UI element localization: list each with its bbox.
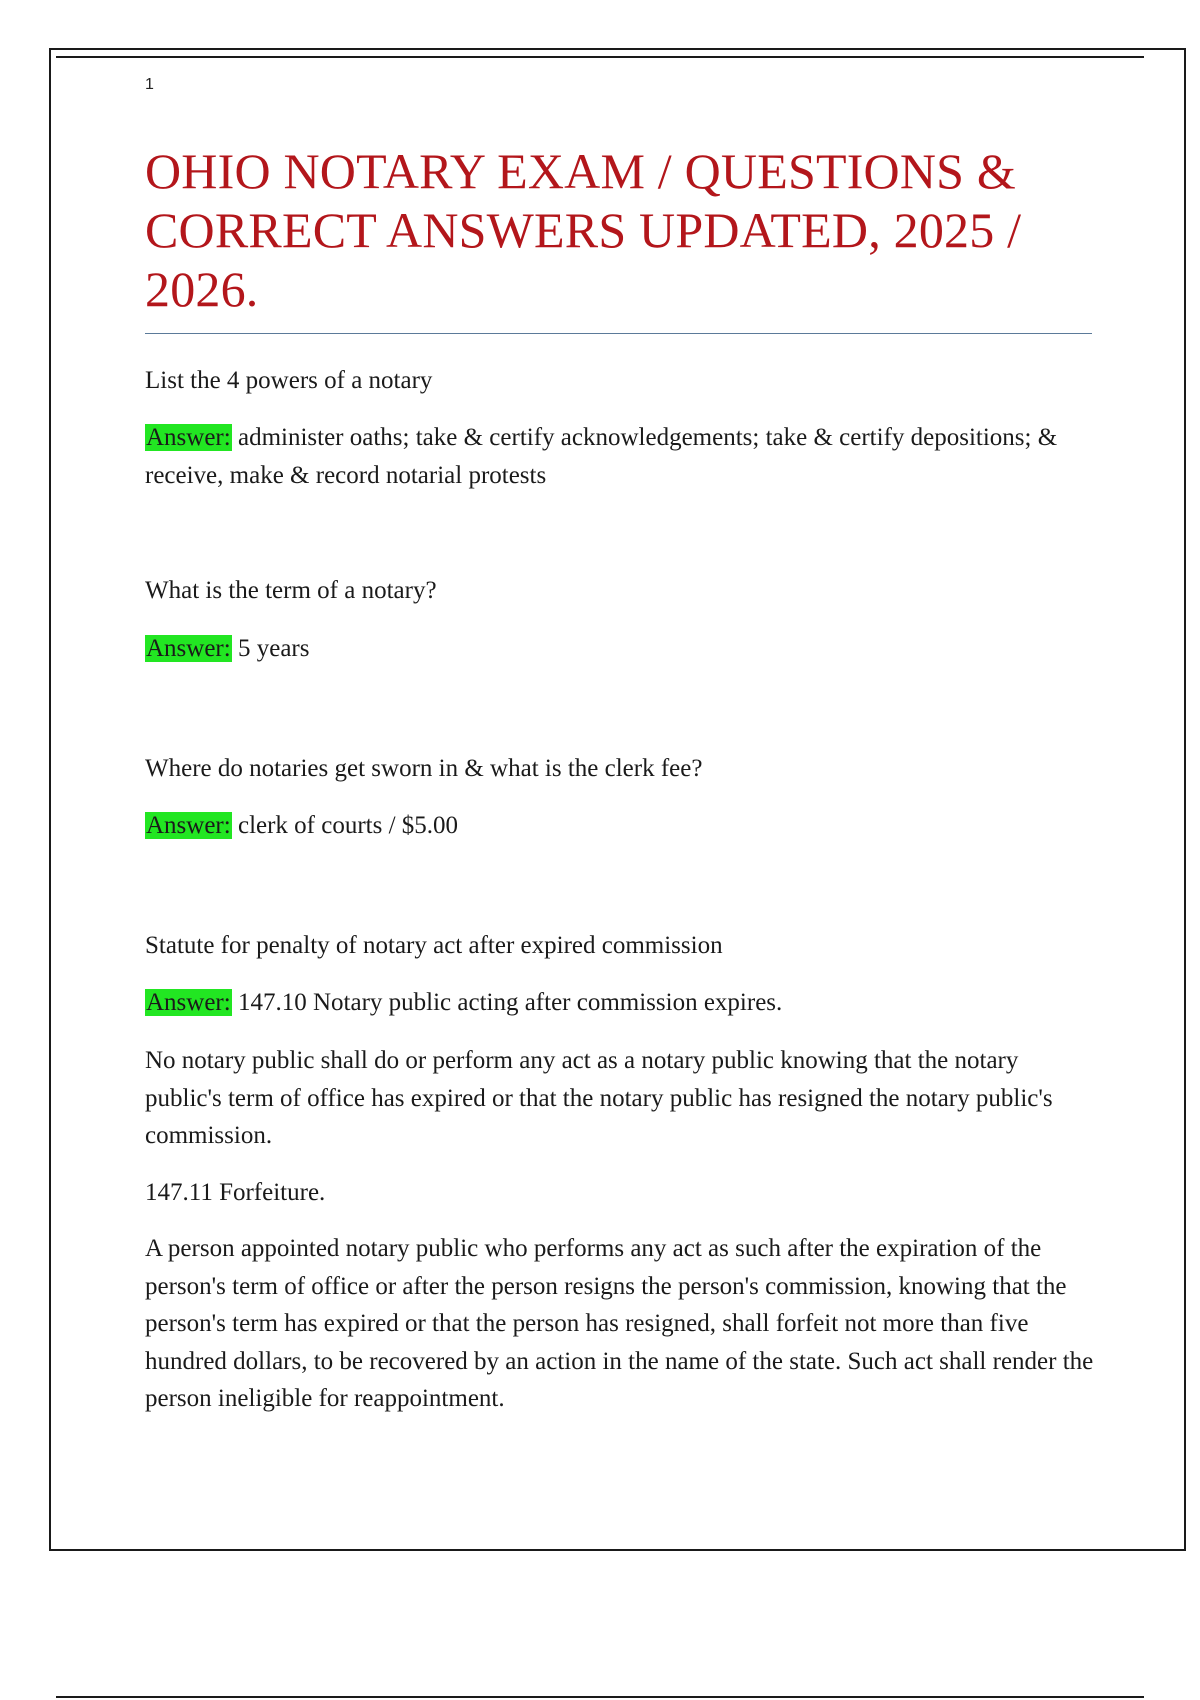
question-1: List the 4 powers of a notary — [145, 367, 433, 394]
question-4: Statute for penalty of notary act after expired commission — [145, 932, 723, 959]
next-page-rule — [56, 1696, 1144, 1698]
page-number: 1 — [145, 76, 154, 93]
statute-heading-147-11: 147.11 Forfeiture. — [145, 1178, 326, 1206]
question-3: Where do notaries get sworn in & what is the clerk fee? — [145, 755, 703, 782]
answer-text: administer oaths; take & certify acknowledgements; take & certify depositions; & receive, make & record notarial protests — [145, 424, 1058, 489]
header-rule — [56, 56, 1144, 58]
answer-2 — [145, 630, 1095, 668]
answer-text: 5 years — [237, 635, 310, 662]
answer-label: Answer: — [146, 989, 231, 1016]
title-rule — [145, 333, 1092, 334]
statute-text-147-10: No notary public shall do or perform any act as a notary public knowing that the notary public's term of office has expired or that the notary public has resigned the notary public's commission. — [145, 1047, 1053, 1149]
answer-text: clerk of courts / $5.00 — [237, 812, 459, 839]
answer-label: Answer: — [146, 635, 231, 662]
answer-label: Answer: — [146, 424, 231, 451]
answer-1 — [145, 419, 1095, 495]
document-title: OHIO NOTARY EXAM / QUESTIONS & CORRECT ANSWERS UPDATED, 2025 / 2026. — [145, 143, 1022, 317]
document-body — [145, 142, 1095, 1418]
answer-3 — [145, 807, 1095, 845]
answer-label: Answer: — [146, 812, 231, 839]
answer-4 — [145, 984, 1095, 1022]
answer-text: 147.10 Notary public acting after commission expires. — [237, 989, 783, 1016]
question-2: What is the term of a notary? — [145, 577, 437, 604]
statute-text-147-11: A person appointed notary public who performs any act as such after the expiration of the person's term of office or after the person resigns the person's commission, knowing that the person's term has expired or that the person has resigned, shall forfeit not more than five hundred dollars, to be recovered by an action in the name of the state. Such act shall render the person ineligible for reappointment. — [145, 1235, 1094, 1412]
